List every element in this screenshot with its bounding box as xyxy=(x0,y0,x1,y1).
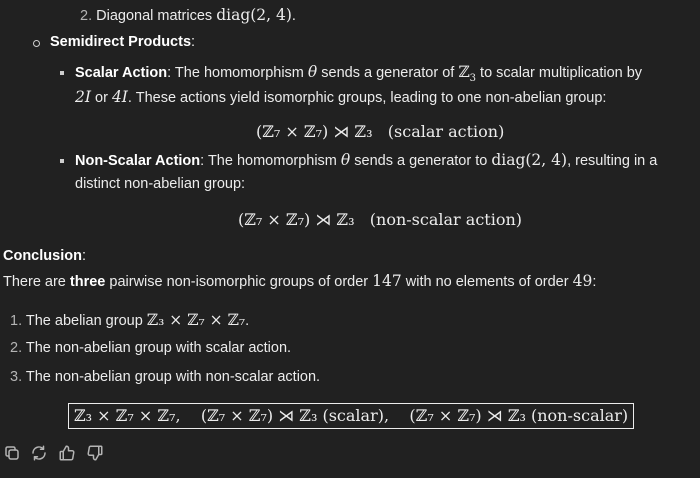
thumbs-up-icon[interactable] xyxy=(58,444,76,462)
list-item: 3. The non-abelian group with non-scalar action. xyxy=(10,369,321,385)
nonscalar-line-2: distinct non-abelian group: xyxy=(75,176,246,192)
copy-icon[interactable] xyxy=(3,444,21,462)
scalar-line-2: 2I or 4I. These actions yield isomorphic groups, leading to one non-abelian group: xyxy=(75,88,607,106)
nonscalar-line-1: Non-Scalar Action: The homomorphism θ sends a generator to diag(2, 4), resulting in a xyxy=(75,151,658,169)
regenerate-icon[interactable] xyxy=(30,444,48,462)
list-item: 1. The abelian group ℤ₃ × ℤ₇ × ℤ₇. xyxy=(10,311,250,329)
scalar-display-math: (ℤ₇ × ℤ₇) ⋊ ℤ₃ (scalar action) xyxy=(256,122,505,141)
semidirect-heading: Semidirect Products: xyxy=(50,34,196,50)
bullet-square-icon xyxy=(60,159,64,163)
conclusion-text: There are three pairwise non-isomorphic groups of order 147 with no elements of order 49: xyxy=(3,272,597,290)
scalar-line-1: Scalar Action: The homomorphism θ sends a generator of ℤ$_3$ to scalar multiplication by xyxy=(75,63,643,84)
thumbs-down-icon[interactable] xyxy=(86,444,104,462)
bullet-square-icon xyxy=(60,71,64,75)
boxed-answer: ℤ₃ × ℤ₇ × ℤ₇, (ℤ₇ × ℤ₇) ⋊ ℤ₃ (scalar), (ℤ₇ × ℤ₇) ⋊ ℤ₃ (non-scalar) xyxy=(68,403,634,429)
list-item-diagonal: 2. Diagonal matrices diag(2, 4). xyxy=(80,6,296,24)
conclusion-heading: Conclusion: xyxy=(3,248,86,264)
list-item: 2. The non-abelian group with scalar action. xyxy=(10,340,292,356)
bullet-circle-icon xyxy=(33,40,40,47)
nonscalar-display-math: (ℤ₇ × ℤ₇) ⋊ ℤ₃ (non-scalar action) xyxy=(238,210,522,229)
